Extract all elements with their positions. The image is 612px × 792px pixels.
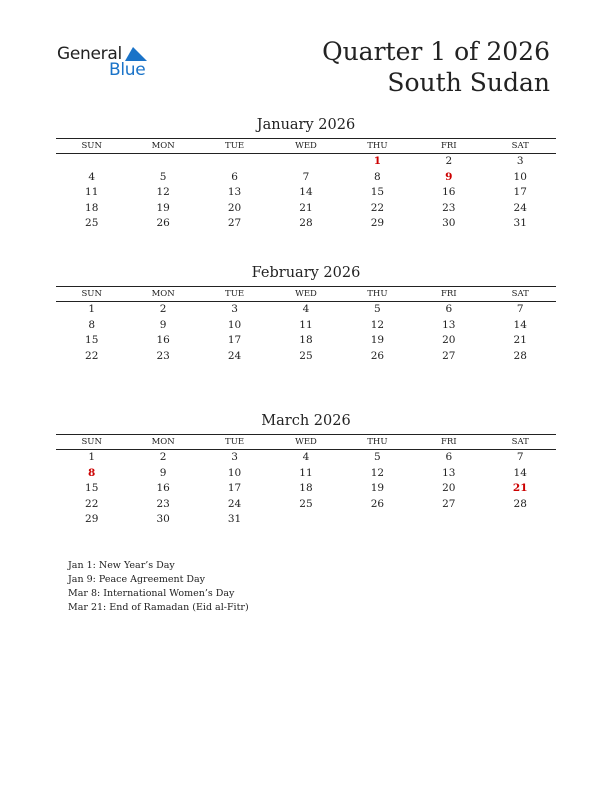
day-cell: 26 (370, 497, 385, 510)
day-cell: 30 (156, 513, 170, 526)
day-cell: 6 (445, 303, 453, 315)
day-cell (199, 154, 270, 170)
day-cell: 9 (159, 466, 167, 479)
day-cell: 20 (442, 482, 456, 495)
day-cell: 5 (374, 451, 381, 463)
day-cell-holiday: 8 (88, 466, 96, 479)
day-cell: 24 (227, 497, 242, 510)
day-cell: 9 (159, 318, 167, 331)
day-cell (413, 512, 484, 528)
day-cell: 23 (156, 497, 170, 510)
day-cell: 11 (85, 186, 99, 199)
weekday-label: FRI (440, 289, 457, 299)
day-cell: 24 (513, 201, 527, 214)
logo-triangle-icon (125, 47, 147, 61)
day-cell: 12 (156, 186, 170, 199)
day-cell: 27 (442, 349, 456, 362)
week-row (56, 154, 556, 170)
weekday-header (56, 138, 556, 154)
month-title: February 2026 (251, 265, 361, 281)
day-cell: 20 (442, 334, 456, 347)
day-cell: 4 (88, 170, 96, 183)
day-cell: 18 (299, 482, 313, 495)
weekday-label: FRI (440, 141, 457, 151)
week-row (56, 481, 556, 497)
day-cell (270, 154, 341, 170)
weekday-label: THU (367, 289, 388, 299)
day-cell-holiday: 21 (512, 482, 528, 495)
day-cell: 18 (85, 201, 99, 214)
day-cell: 10 (513, 170, 527, 183)
day-cell: 6 (231, 170, 238, 183)
logo-word-general: General (57, 44, 122, 64)
week-row (56, 318, 556, 334)
day-cell: 4 (302, 451, 310, 463)
day-cell: 27 (227, 217, 242, 230)
weekday-label: SAT (511, 289, 529, 299)
day-cell: 2 (445, 155, 453, 167)
day-cell: 1 (88, 451, 96, 463)
weekday-label: SAT (511, 437, 529, 447)
day-cell (56, 154, 127, 170)
day-cell: 25 (85, 217, 99, 230)
day-cell: 8 (374, 170, 381, 183)
week-row (56, 170, 556, 186)
day-cell: 31 (513, 217, 527, 230)
day-cell: 25 (299, 349, 313, 362)
logo (57, 44, 157, 84)
day-cell: 29 (85, 513, 99, 526)
week-row (56, 349, 556, 365)
month-title: January 2026 (256, 117, 356, 133)
weekday-label: TUE (225, 437, 245, 447)
weekday-header (56, 286, 556, 302)
day-cell (270, 512, 341, 528)
day-cell-holiday: 1 (373, 155, 382, 167)
weekday-label: MON (151, 141, 175, 151)
day-cell: 3 (231, 451, 238, 463)
day-cell: 24 (227, 349, 242, 362)
day-cell: 5 (159, 170, 167, 183)
page-title-quarter: Quarter 1 of 2026 (322, 37, 550, 66)
day-cell: 22 (85, 349, 99, 362)
day-cell: 16 (442, 186, 456, 199)
day-cell: 3 (231, 303, 238, 315)
week-row (56, 302, 556, 318)
day-cell: 2 (159, 451, 167, 463)
day-cell: 28 (513, 497, 527, 510)
day-cell: 11 (299, 318, 313, 331)
weekday-label: FRI (440, 437, 457, 447)
day-cell (485, 512, 556, 528)
day-cell: 17 (227, 482, 242, 495)
day-cell: 21 (513, 334, 527, 347)
day-cell: 28 (299, 217, 313, 230)
day-cell: 14 (299, 186, 313, 199)
week-row (56, 466, 556, 482)
holiday-note: Jan 1: New Year’s Day (68, 560, 175, 571)
page-title (322, 36, 550, 98)
day-cell: 26 (370, 349, 385, 362)
day-cell: 29 (370, 217, 385, 230)
day-cell: 12 (370, 466, 385, 479)
day-cell: 7 (516, 451, 524, 463)
week-row (56, 333, 556, 349)
weekday-label: THU (367, 437, 388, 447)
day-cell: 5 (374, 303, 381, 315)
week-row (56, 201, 556, 217)
day-cell: 23 (442, 201, 456, 214)
day-cell: 14 (513, 318, 527, 331)
day-cell: 15 (370, 186, 385, 199)
holiday-note: Mar 21: End of Ramadan (Eid al-Fitr) (68, 602, 249, 613)
day-cell: 6 (445, 451, 453, 463)
day-cell: 4 (302, 303, 310, 315)
week-row (56, 512, 556, 528)
day-cell: 10 (227, 318, 242, 331)
day-cell: 25 (299, 497, 313, 510)
day-cell: 7 (516, 303, 524, 315)
day-cell: 23 (156, 349, 170, 362)
weekday-label: WED (295, 289, 317, 299)
day-cell: 27 (442, 497, 456, 510)
weekday-header (56, 434, 556, 450)
weekday-label: SUN (81, 141, 102, 151)
day-cell: 8 (88, 318, 96, 331)
week-row (56, 185, 556, 201)
day-cell: 28 (513, 349, 527, 362)
day-cell: 19 (370, 482, 385, 495)
day-cell: 17 (227, 334, 242, 347)
weekday-label: THU (367, 141, 388, 151)
day-cell (342, 512, 413, 528)
weekday-label: SUN (81, 437, 102, 447)
day-cell: 17 (513, 186, 527, 199)
day-cell: 10 (227, 466, 242, 479)
week-row (56, 450, 556, 466)
day-cell: 18 (299, 334, 313, 347)
weekday-label: TUE (225, 141, 245, 151)
day-cell: 12 (370, 318, 385, 331)
day-cell: 22 (370, 201, 385, 214)
day-cell (127, 154, 198, 170)
week-row (56, 497, 556, 513)
day-cell: 2 (159, 303, 167, 315)
day-cell: 13 (442, 318, 456, 331)
day-cell-holiday: 9 (445, 170, 453, 183)
weekday-label: SUN (81, 289, 102, 299)
weekday-label: WED (295, 437, 317, 447)
month-title: March 2026 (261, 413, 351, 429)
day-cell: 16 (156, 334, 170, 347)
weekday-label: MON (151, 289, 175, 299)
day-cell: 21 (299, 201, 313, 214)
holiday-note: Mar 8: International Women’s Day (68, 588, 235, 599)
day-cell: 14 (513, 466, 527, 479)
holiday-note: Jan 9: Peace Agreement Day (68, 574, 206, 585)
day-cell: 16 (156, 482, 170, 495)
day-cell: 30 (442, 217, 456, 230)
day-cell: 3 (516, 155, 524, 167)
day-cell: 1 (88, 303, 96, 315)
day-cell: 15 (85, 482, 99, 495)
day-cell: 13 (442, 466, 456, 479)
month-february (56, 264, 556, 364)
weekday-label: SAT (511, 141, 529, 151)
logo-word-blue: Blue (109, 60, 146, 80)
weekday-label: MON (151, 437, 175, 447)
day-cell: 26 (156, 217, 170, 230)
month-march (56, 412, 556, 528)
day-cell: 31 (227, 513, 242, 526)
weekday-label: TUE (225, 289, 245, 299)
day-cell: 20 (227, 201, 242, 214)
day-cell: 15 (85, 334, 99, 347)
weekday-label: WED (295, 141, 317, 151)
day-cell: 11 (299, 466, 313, 479)
holiday-notes (68, 559, 249, 615)
day-cell: 19 (156, 201, 170, 214)
day-cell: 19 (370, 334, 385, 347)
day-cell: 7 (302, 170, 310, 183)
month-january (56, 116, 556, 232)
page-title-country: South Sudan (387, 68, 550, 97)
day-cell: 13 (227, 186, 242, 199)
week-row (56, 216, 556, 232)
day-cell: 22 (85, 497, 99, 510)
